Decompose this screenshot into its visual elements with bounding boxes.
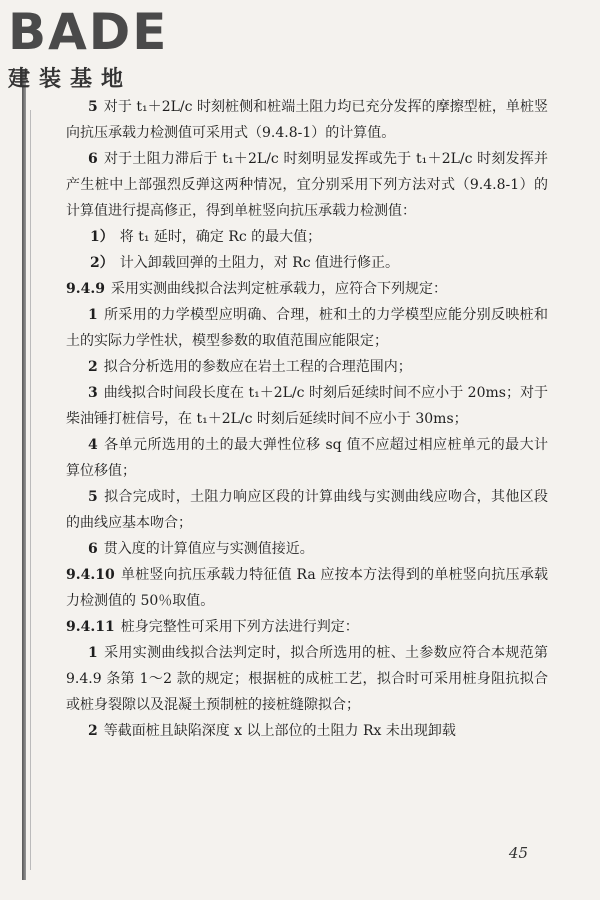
- watermark-logo: [8, 3, 178, 93]
- item-number: 1: [88, 645, 98, 661]
- book-spine-edge: [22, 70, 26, 880]
- clause-number: 9.4.10: [66, 567, 115, 583]
- paragraph-text: 采用实测曲线拟合法判定时，拟合所选用的桩、土参数应符合本规范第 9.4.9 条第 1～2 款的规定；根据桩的成桩工艺，拟合时可采用桩身阻抗拟合或桩身裂隙以及混凝土预制桩的接桩缝隙拟合；: [66, 645, 548, 713]
- item-paragraph: [66, 536, 548, 562]
- item-number: 3: [88, 385, 98, 401]
- item-paragraph: [66, 640, 548, 718]
- item-paragraph: [66, 146, 548, 224]
- page-body: [66, 94, 548, 744]
- clause-paragraph: [66, 614, 548, 640]
- item-number: 1）: [90, 229, 114, 245]
- item-paragraph: [66, 94, 548, 146]
- paragraph-text: 对于 t₁＋2L/c 时刻桩侧和桩端土阻力均已充分发挥的摩擦型桩，单桩竖向抗压承载力检测值可采用式（9.4.8-1）的计算值。: [66, 99, 548, 141]
- paragraph-text: 各单元所选用的土的最大弹性位移 sq 值不应超过相应桩单元的最大计算位移值；: [66, 437, 548, 479]
- clause-number: 9.4.11: [66, 619, 115, 635]
- item-paragraph: [66, 250, 548, 276]
- item-number: 4: [88, 437, 98, 453]
- paragraph-text: 计入卸载回弹的土阻力，对 Rc 值进行修正。: [119, 255, 400, 271]
- paragraph-text: 等截面桩且缺陷深度 x 以上部位的土阻力 Rx 未出现卸载: [103, 723, 456, 739]
- paragraph-text: 桩身完整性可采用下列方法进行判定：: [120, 619, 359, 635]
- item-number: 2: [88, 723, 98, 739]
- paragraph-text: 贯入度的计算值应与实测值接近。: [103, 541, 314, 557]
- item-number: 6: [88, 541, 98, 557]
- item-number: 6: [88, 151, 98, 167]
- paragraph-text: 单桩竖向抗压承载力特征值 Ra 应按本方法得到的单桩竖向抗压承载力检测值的 50％取值。: [66, 567, 548, 609]
- item-paragraph: [66, 224, 548, 250]
- paragraph-text: 采用实测曲线拟合法判定桩承载力，应符合下列规定：: [110, 281, 447, 297]
- item-paragraph: [66, 354, 548, 380]
- paragraph-text: 所采用的力学模型应明确、合理，桩和土的力学模型应能分别反映桩和土的实际力学性状，模型参数的取值范围应能限定；: [66, 307, 548, 349]
- item-number: 5: [88, 489, 98, 505]
- logo-mark: BADE: [8, 3, 169, 61]
- item-number: 2）: [90, 255, 114, 271]
- item-paragraph: [66, 484, 548, 536]
- item-paragraph: [66, 302, 548, 354]
- book-spine-line: [30, 110, 31, 870]
- item-number: 2: [88, 359, 98, 375]
- page-number: 45: [508, 844, 528, 862]
- paragraph-text: 拟合分析选用的参数应在岩土工程的合理范围内；: [103, 359, 412, 375]
- item-number: 5: [88, 99, 98, 115]
- item-paragraph: [66, 718, 548, 744]
- item-paragraph: [66, 380, 548, 432]
- paragraph-text: 将 t₁ 延时，确定 Rc 的最大值；: [119, 229, 322, 245]
- item-number: 1: [88, 307, 98, 323]
- clause-number: 9.4.9: [66, 281, 105, 297]
- paragraph-text: 拟合完成时，土阻力响应区段的计算曲线与实测曲线应吻合，其他区段的曲线应基本吻合；: [66, 489, 548, 531]
- paragraph-text: 曲线拟合时间段长度在 t₁＋2L/c 时刻后延续时间不应小于 20ms；对于柴油锤打桩信号，在 t₁＋2L/c 时刻后延续时间不应小于 30ms；: [66, 385, 548, 427]
- clause-paragraph: [66, 276, 548, 302]
- clause-paragraph: [66, 562, 548, 614]
- item-paragraph: [66, 432, 548, 484]
- paragraph-text: 对于土阻力滞后于 t₁＋2L/c 时刻明显发挥或先于 t₁＋2L/c 时刻发挥并产生桩中上部强烈反弹这两种情况，宜分别采用下列方法对式（9.4.8-1）的计算值进行提高修正，得到单桩竖向抗压承载力检测值：: [66, 151, 548, 219]
- logo-subtitle: 建装基地: [8, 67, 133, 92]
